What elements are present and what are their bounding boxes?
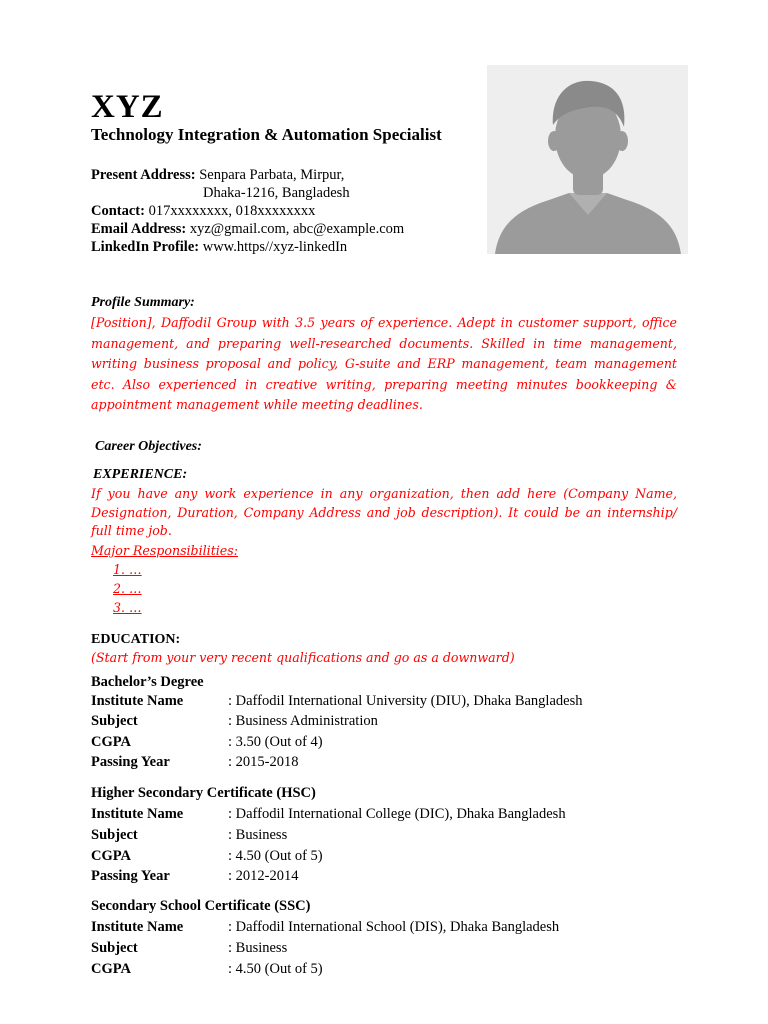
passing-year-label: Passing Year — [91, 754, 170, 770]
cgpa-label: CGPA — [91, 961, 132, 977]
institute-label: Institute Name — [91, 919, 184, 935]
responsibility-item: 1. … — [113, 562, 142, 577]
contact-row — [91, 202, 315, 220]
degree-title: Bachelor’s Degree — [91, 674, 204, 690]
experience-description: If you have any work experience in any organization, then add here (Company Name, Designation, Duration, Company Address and job description). It could be an internship/ full time job. — [91, 486, 677, 538]
institute-label: Institute Name — [91, 806, 184, 822]
subject-label: Subject — [91, 827, 138, 843]
subject-value: : Business Administration — [228, 713, 378, 729]
cgpa-value: : 4.50 (Out of 5) — [228, 961, 323, 977]
cgpa-value: : 3.50 (Out of 4) — [228, 734, 323, 750]
passing-year-value: : 2012-2014 — [228, 868, 299, 884]
linkedin-label: LinkedIn Profile: — [91, 239, 200, 255]
present-address-line2: Dhaka-1216, Bangladesh — [203, 185, 350, 201]
contact-label: Contact: — [91, 203, 145, 219]
present-address-row — [91, 166, 344, 184]
responsibilities-label: Major Responsibilities: — [91, 543, 238, 558]
linkedin-row — [91, 238, 347, 256]
subject-label: Subject — [91, 713, 138, 729]
experience-label: EXPERIENCE: — [93, 467, 188, 482]
person-avatar-icon — [487, 65, 688, 254]
contact-value: 017xxxxxxxx, 018xxxxxxxx — [148, 203, 316, 219]
career-objectives-label: Career Objectives: — [95, 439, 202, 454]
institute-label: Institute Name — [91, 693, 184, 709]
job-title: Technology Integration & Automation Specialist — [91, 125, 442, 144]
cgpa-label: CGPA — [91, 734, 132, 750]
education-note: (Start from your very recent qualifications and go as a downward) — [91, 650, 515, 665]
profile-summary-text: [Position], Daffodil Group with 3.5 years of experience. Adept in customer support, office management, and preparing well-researched documents. Skilled in time management, writing business proposal and policy, G-suite and ERP management, team management etc. Also experienced in creative writing, preparing meeting minutes bookkeeping & appointment management while meeting deadlines. — [91, 315, 677, 412]
cgpa-value: : 4.50 (Out of 5) — [228, 848, 323, 864]
profile-summary-label: Profile Summary: — [91, 295, 195, 310]
institute-value: : Daffodil International College (DIC), Dhaka Bangladesh — [228, 806, 566, 822]
email-row — [91, 220, 404, 238]
candidate-name: XYZ — [91, 89, 164, 125]
responsibility-item: 3. … — [113, 600, 142, 615]
education-label: EDUCATION: — [91, 632, 181, 647]
institute-value: : Daffodil International University (DIU), Dhaka Bangladesh — [228, 693, 583, 709]
present-address-line1: Senpara Parbata, Mirpur, — [199, 167, 345, 183]
profile-photo — [487, 65, 688, 254]
degree-title: Higher Secondary Certificate (HSC) — [91, 785, 316, 801]
institute-value: : Daffodil International School (DIS), Dhaka Bangladesh — [228, 919, 560, 935]
subject-value: : Business — [228, 827, 288, 843]
responsibility-item: 2. … — [113, 581, 142, 596]
cgpa-label: CGPA — [91, 848, 132, 864]
email-label: Email Address: — [91, 221, 187, 237]
passing-year-value: : 2015-2018 — [228, 754, 299, 770]
email-value[interactable]: xyz@gmail.com, abc@example.com — [189, 221, 405, 237]
passing-year-label: Passing Year — [91, 868, 170, 884]
degree-title: Secondary School Certificate (SSC) — [91, 898, 311, 914]
present-address-label: Present Address: — [91, 167, 196, 183]
subject-label: Subject — [91, 940, 138, 956]
linkedin-value[interactable]: www.https//xyz-linkedIn — [202, 239, 348, 255]
subject-value: : Business — [228, 940, 288, 956]
